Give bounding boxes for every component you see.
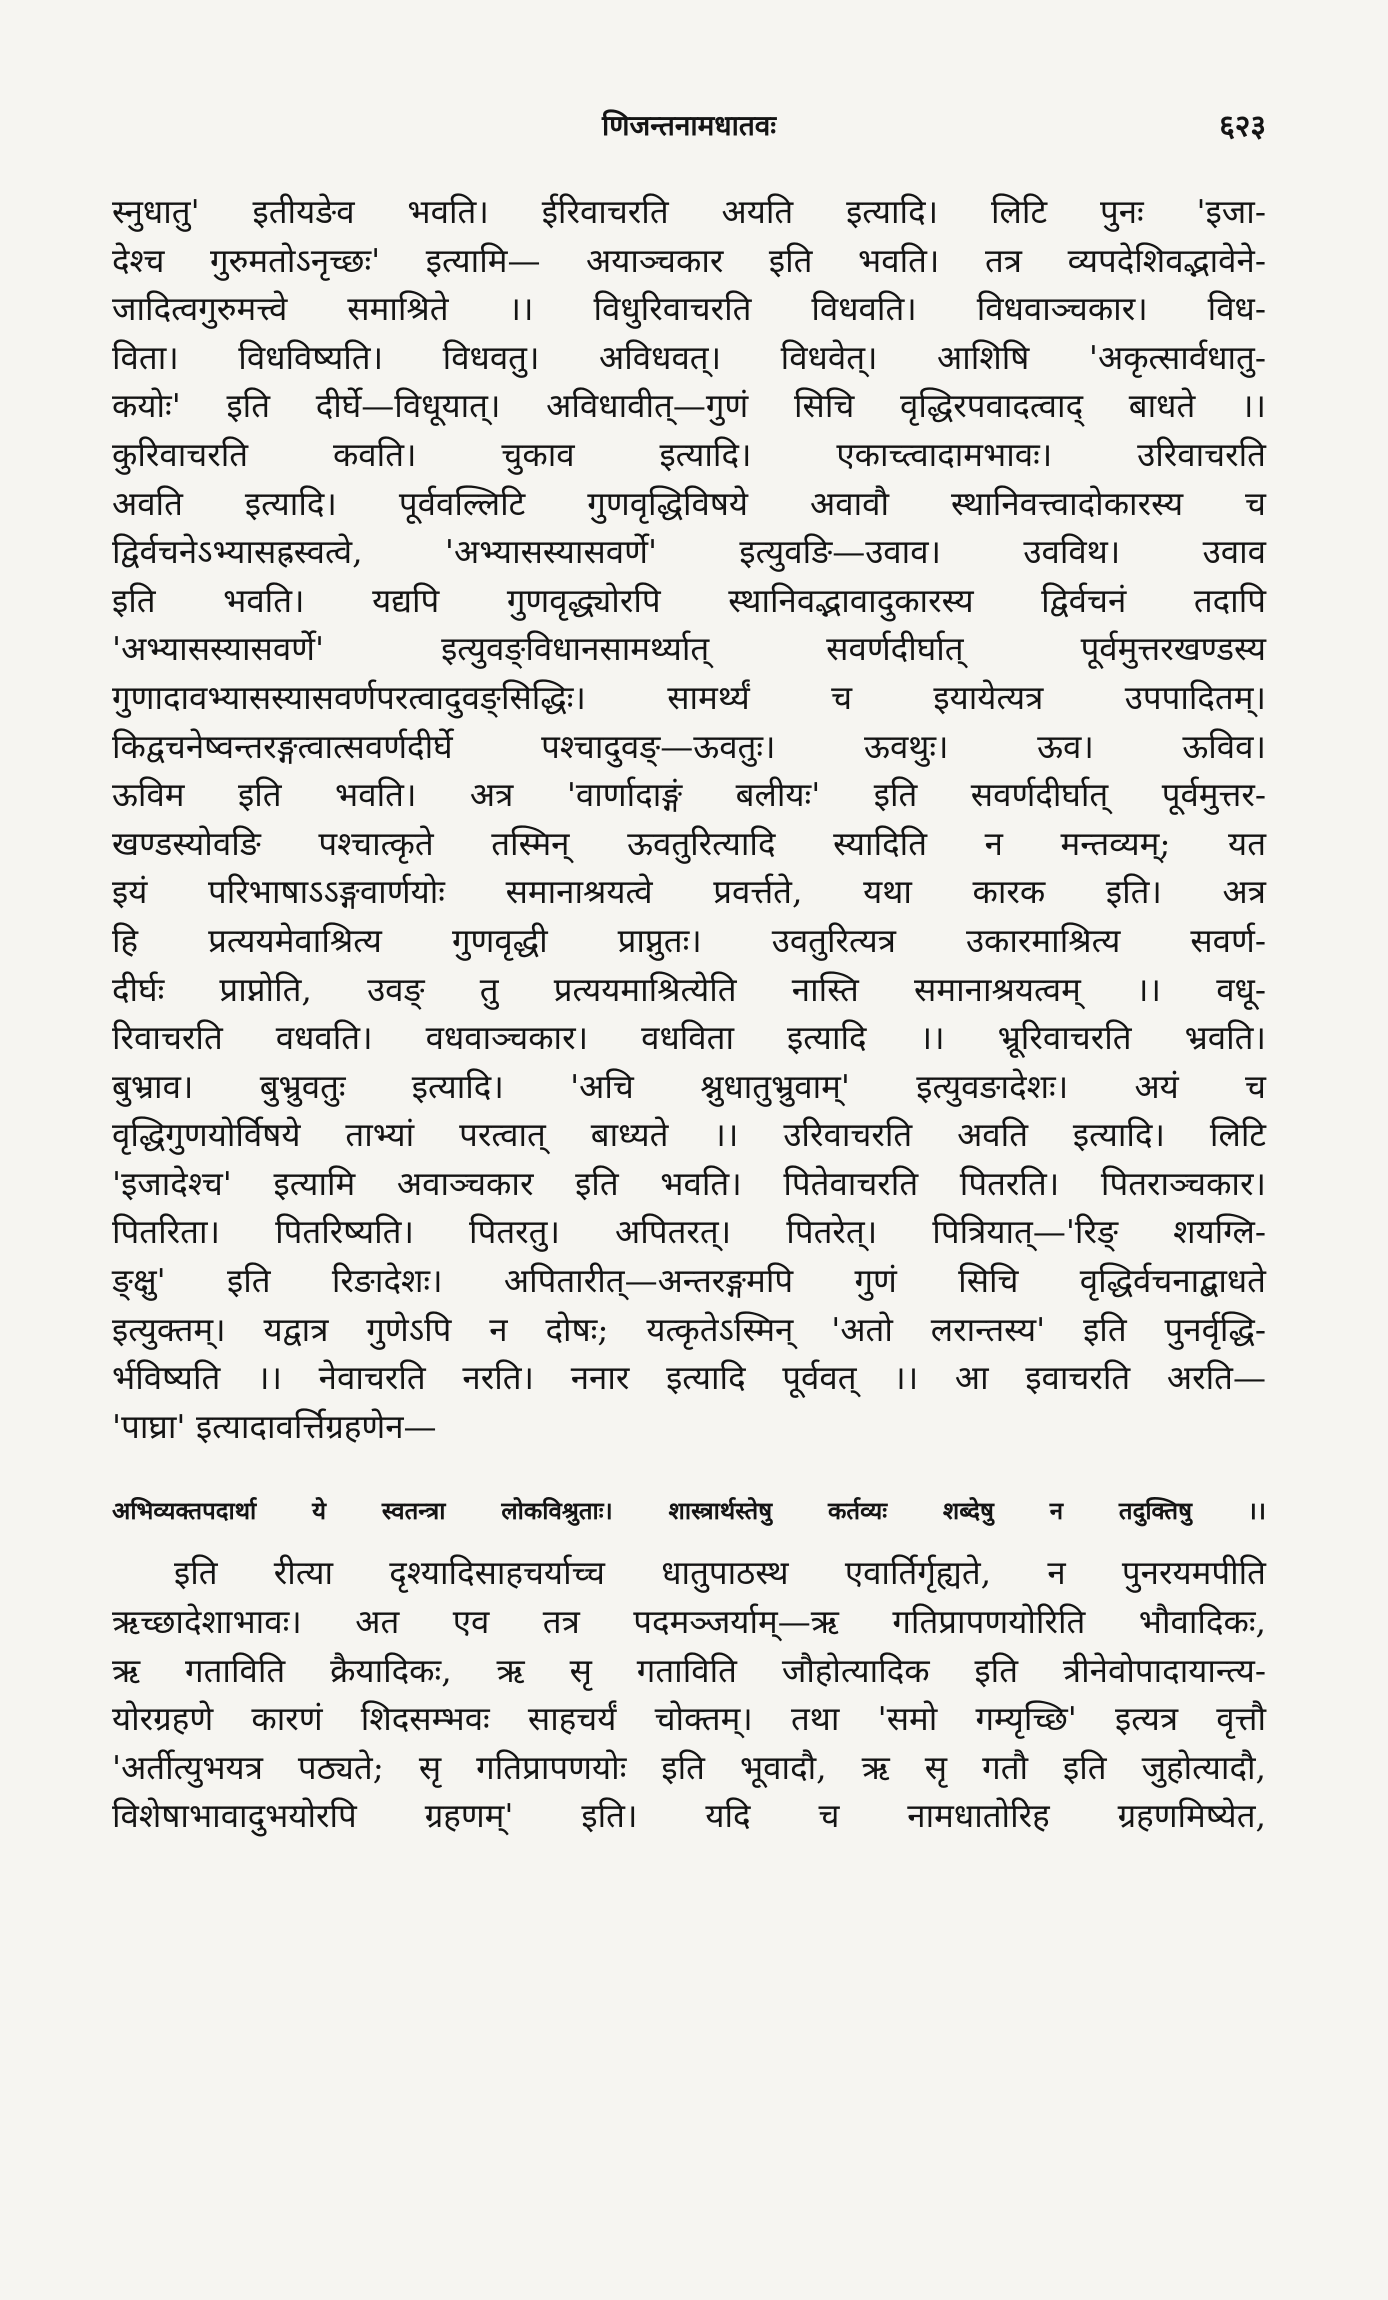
text-line: कयोः' इति दीर्घे—विधूयात्। अविधावीत्—गुणं सिचि वृद्धिरपवादत्वाद् बाधते ।।: [112, 386, 1266, 426]
text-line: र्भविष्यति ।। नेवाचरति नरति। ननार इत्यादि पूर्ववत् ।। आ इवाचरति अरति—: [112, 1358, 1266, 1398]
page-header: [112, 100, 1266, 148]
text-line: अवति इत्यादि। पूर्ववल्लिटि गुणवृद्धिविषये अवावौ स्थानिवत्त्वादोकारस्य च: [112, 483, 1266, 523]
main-text: [112, 188, 1266, 1451]
text-line: 'अर्तीत्युभयत्र पठ्यते; सृ गतिप्रापणयोः इति भूवादौ, ऋ सृ गतौ इति जुहोत्यादौ,: [112, 1747, 1266, 1787]
text-line: योरग्रहणे कारणं शिदसम्भवः साहचर्यं चोक्तम्। तथा 'समो गम्यृच्छि' इत्यत्र वृत्तौ: [112, 1699, 1266, 1739]
text-line: द्विर्वचनेऽभ्यासह्रस्वत्वे, 'अभ्यासस्यासवर्णे' इत्युवङि—उवाव। उवविथ। उवाव: [112, 532, 1266, 572]
text-line: इति भवति। यद्यपि गुणवृद्ध्योरपि स्थानिवद्भावादुकारस्य द्विर्वचनं तदापि: [112, 580, 1266, 620]
text-line: जादित्वगुरुमत्त्वे समाश्रिते ।। विधुरिवाचरति विधवति। विधवाञ्चकार। विध-: [112, 289, 1266, 329]
text-line: 'इजादेश्च' इत्यामि अवाञ्चकार इति भवति। पितेवाचरति पितरति। पितराञ्चकार।: [112, 1163, 1266, 1203]
text-line: इत्युक्तम्। यद्वात्र गुणेऽपि न दोषः; यत्कृतेऽस्मिन् 'अतो लरान्तस्य' इति पुनर्वृद्धि-: [112, 1309, 1266, 1349]
main-text-continued: [112, 1549, 1266, 1841]
text-line: 'पाघ्रा' इत्यादावर्त्तिग्रहणेन—: [112, 1406, 437, 1446]
text-line: इति रीत्या दृश्यादिसाहचर्याच्च धातुपाठस्थ एवार्तिर्गृह्यते, न पुनरयमपीति: [174, 1553, 1266, 1593]
text-line: विशेषाभावादुभयोरपि ग्रहणम्' इति। यदि च नामधातोरिह ग्रहणमिष्येत,: [112, 1796, 1266, 1836]
text-line: कुरिवाचरति कवति। चुकाव इत्यादि। एकाच्त्वादामभावः। उरिवाचरति: [112, 434, 1266, 474]
text-line: इयं परिभाषाऽऽङ्गवार्णयोः समानाश्रयत्वे प्रवर्त्तते, यथा कारक इति। अत्र: [112, 872, 1266, 912]
text-line: 'अभ्यासस्यासवर्णे' इत्युवङ्विधानसामर्थ्यात् सवर्णदीर्घात् पूर्वमुत्तरखण्डस्य: [112, 629, 1266, 669]
text-line: वृद्धिगुणयोर्विषये ताभ्यां परत्वात् बाध्यते ।। उरिवाचरति अवति इत्यादि। लिटि: [112, 1115, 1266, 1155]
text-line: स्नुधातु' इतीयङेव भवति। ईरिवाचरति अयति इत्यादि। लिटि पुनः 'इजा-: [112, 192, 1266, 231]
page-number: ६२३: [1219, 109, 1266, 144]
text-line: बुभ्राव। बुभ्रुवतुः इत्यादि। 'अचि श्नुधातुभ्रुवाम्' इत्युवङादेशः। अयं च: [112, 1066, 1266, 1106]
running-title: णिजन्तनामधातवः: [601, 109, 777, 142]
text-line: रिवाचरति वधवति। वधवाञ्चकार। वधविता इत्यादि ।। भ्रूरिवाचरति भ्रवति।: [112, 1018, 1266, 1058]
text-line: गुणादावभ्यासस्यासवर्णपरत्वादुवङ्सिद्धिः। सामर्थ्यं च इयायेत्यत्र उपपादितम्।: [112, 677, 1266, 717]
text-line: देश्च गुरुमतोऽनृच्छः' इत्यामि— अयाञ्चकार इति भवति। तत्र व्यपदेशिवद्भावेने-: [112, 240, 1266, 280]
quoted-verse: अभिव्यक्तपदार्था ये स्वतन्त्रा लोकविश्रुताः। शास्त्रार्थस्तेषु कर्तव्यः शब्देषु न तदुक्तिषु ।।: [112, 1496, 1266, 1526]
text-line: ङ्क्षु' इति रिङादेशः। अपितारीत्—अन्तरङ्गमपि गुणं सिचि वृद्धिर्वचनाद्बाधते: [112, 1261, 1266, 1301]
text-line: ऋच्छादेशाभावः। अत एव तत्र पदमञ्जर्याम्—ऋ गतिप्रापणयोरिति भौवादिकः,: [112, 1602, 1266, 1642]
text-line: ऊविम इति भवति। अत्र 'वार्णादाङ्गं बलीयः' इति सवर्णदीर्घात् पूर्वमुत्तर-: [112, 775, 1266, 815]
text-line: किद्वचनेष्वन्तरङ्गत्वात्सवर्णदीर्घे पश्चादुवङ्—ऊवतुः। ऊवथुः। ऊव। ऊविव।: [112, 726, 1266, 766]
text-line: पितरिता। पितरिष्यति। पितरतु। अपितरत्। पितरेत्। पित्रियात्—'रिङ् शयग्लि-: [112, 1212, 1266, 1252]
text-line: दीर्घः प्राप्नोति, उवङ् तु प्रत्ययमाश्रित्येति नास्ति समानाश्रयत्वम् ।। वधू-: [112, 969, 1266, 1009]
text-line: खण्डस्योवङि पश्चात्कृते तस्मिन् ऊवतुरित्यादि स्यादिति न मन्तव्यम्; यत: [112, 823, 1266, 863]
text-line: हि प्रत्ययमेवाश्रित्य गुणवृद्धी प्राप्नुतः। उवतुरित्यत्र उकारमाश्रित्य सवर्ण-: [112, 920, 1266, 960]
text-line: विता। विधविष्यति। विधवतु। अविधवत्। विधवेत्। आशिषि 'अकृत्सार्वधातु-: [112, 337, 1266, 377]
text-line: ऋ गताविति क्रैयादिकः, ऋ सृ गताविति जौहोत्यादिक इति त्रीनेवोपादायान्त्य-: [112, 1650, 1266, 1690]
